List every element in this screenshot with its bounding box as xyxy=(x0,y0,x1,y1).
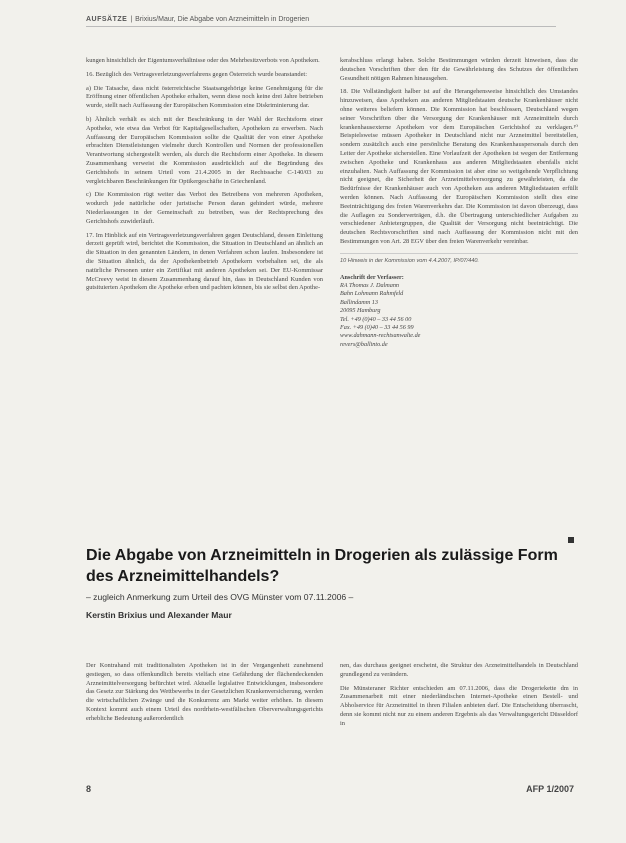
address-line: Fax. +49 (0)40 – 33 44 56 99 xyxy=(340,323,414,331)
article-left-column xyxy=(86,662,323,729)
paragraph: kungen hinsichtlich der Eigentumsverhältnisse oder des Mehrbesitzverbots von Apotheken. xyxy=(86,57,320,64)
article-title: Die Abgabe von Arzneimitteln in Drogerien als zulässige Form des Arzneimittelhandels? xyxy=(86,547,558,585)
address-line: www.dahmann-rechtsanwalte.de xyxy=(340,332,421,340)
running-header xyxy=(86,16,556,27)
header-separator: | xyxy=(130,16,133,23)
upper-right-column xyxy=(340,57,578,349)
journal-issue: AFP 1/2007 xyxy=(526,784,574,794)
address-line: Ballindamm 13 xyxy=(340,298,378,306)
address-line: RA Thomas J. Dalmann xyxy=(340,281,400,289)
paragraph: kerabschluss erlangt haben. Solche Bestimmungen würden derzeit hinweisen, dass die deutschen Vorschriften über den für die Gewährleistung des Schutzes der öffentlichen Gesundheit nötigen Rahmen hinausgehen. xyxy=(340,57,578,82)
address-title: Anschrift der Verfasser: xyxy=(340,273,404,281)
paragraph: b) Ähnlich verhält es sich mit der Beschränkung in der Wahl der Rechtsform einer Apotheke, wie etwa das Verbot für Kapitalgesellschaften, Apotheken zu erwerben. Nach Auffassung der Europäischen Kommission sollte die Qualität der von einer Apotheke erbrachten Dienstleistungen vielmehr durch Kontrollen und Normen der professionellen Verantwortung sichergestellt werden, als durch die Rechtsform einer Apotheke. In diesem Zusammenhang verweist die Kommission ausdrücklich auf die Begründung des Gerichtshofs in seinem Urteil vom 21.4.2005 in der Rechtssache C-140/03 zu vergleichbaren Beschränkungen für Optikergeschäfte in Griechenland. xyxy=(86,115,323,185)
article-subtitle: – zugleich Anmerkung zum Urteil des OVG Münster vom 07.11.2006 – xyxy=(86,592,354,602)
author-address xyxy=(340,274,578,350)
section-label: AUFSÄTZE xyxy=(86,16,128,23)
paragraph: Der Kontrahand mit traditionalisten Apotheken ist in der Vergangenheit zunehmend gestiegen, so dass offenkundlich bereits vielfach eine Gefährdung der flächendeckenden Arzneimittelversorgung befürchtet wird. Aktuelle legislative Entwicklungen, insbesondere das Gesetz zur Stärkung des Wettbewerbs in der Gesetzlichen Krankenversicherung, werden die wirtschaftlichen Zwänge und die Konkurrenz am Markt weiter erhöhen. In diesem Kontext kommt auch einem Urteil des nordrhein-westfälischen Oberverwaltungsgerichts erhebliche Bedeutung außerordentlich xyxy=(86,662,323,722)
article-authors: Kerstin Brixius und Alexander Maur xyxy=(86,610,232,620)
address-line: Tel. +49 (0)40 – 33 44 56 00 xyxy=(340,315,412,323)
footnote: 10 Hinweis in der Kommission vom 4.4.2007, IP/07/440. xyxy=(340,253,578,266)
paragraph: c) Die Kommission rügt weiter das Verbot des Betreibens von mehreren Apotheken, wodurch jede natürliche oder juristische Person daran gehindert würde, mehrere Niederlassungen in der Gemeinschaft zu betreiben, was der Rechtsprechung des Gerichtshofs zuwiderläuft. xyxy=(86,191,323,225)
address-line: revers@ballinto.de xyxy=(340,340,388,348)
paragraph: 16. Bezüglich des Vertragsverletzungsverfahrens gegen Österreich wurde beanstandet: xyxy=(86,70,307,78)
paragraph: nen, das durchaus geeignet erscheint, die Struktur des Arzneimittelhandels in Deutschland grundlegend zu verändern. xyxy=(340,662,578,678)
upper-left-column xyxy=(86,57,323,298)
paragraph: a) Die Tatsache, dass nicht österreichische Staatsangehörige keine Genehmigung für die Eröffnung einer öffentlichen Apotheke erhalten, wenn diese noch keine drei Jahre betrieben wurde, stellt nach Auffassung der Europäischen Kommission eine Diskriminierung dar. xyxy=(86,84,323,110)
paragraph: 18. Die Vollständigkeit halber ist auf die Herangehensweise hinsichtlich des Umstandes hinzuweisen, dass Apotheken aus anderen Mitgliedstaaten deutsche Krankenhäuser nicht ohne weiteres beliefern können. Die Kommission hat beschlossen, Deutschland wegen seiner Vorschriften über die Versorgung der Krankenhäuser mit Arzneimitteln durch krankenhausexterne Apotheken vor dem Europäischen Gerichtshof zu verklagen.¹⁰ Beispielsweise müssen Apotheker in Deutschland nicht nur Arzneimittel bereitstellen, sondern zusätzlich auch eine persönliche Beratung des Krankenhauspersonals durch den Leiter der Apotheke sicherstellen. Eine Vorlaufzeit der Apotheken ist wegen der Entfernung zwischen Apotheke und Krankenhaus aus anderen Mitgliedstaaten ebenfalls nicht einzuhalten. Nach Auffassung der Kommission ist aber eine so weitgehende Verpflichtung nicht geeignet, die Sicherheit der Arzneimittelversorgung zu gewährleisten, da die Bedürfnisse der Krankenhäuser auch von Apotheken aus anderen Mitgliedstaaten erfüllt werden können. Nach Auffassung der Europäischen Kommission stellt dies eine Beeinträchtigung des freien Warenverkehrs dar. Die Kommission ist davon überzeugt, dass die Auflagen zu Sonderverträgen, d.h. die Übertragung unterschiedlicher Aufgaben zu verschiedener Anbietergruppen, die Qualität der Versorgung nicht beeinträchtigt. Die deutschen Rechtsvorschriften sind nach Auffassung der Kommission nicht mit den Bestimmungen von Art. 28 EGV über den freien Warenverkehr vereinbar. xyxy=(340,88,578,245)
page-number: 8 xyxy=(86,784,92,794)
address-line: Bahn Lohmann Rahmfeld xyxy=(340,290,404,298)
running-title: Brixius/Maur, Die Abgabe von Arzneimitteln in Drogerien xyxy=(135,16,310,23)
address-line: 20095 Hamburg xyxy=(340,307,381,315)
paragraph: Die Münsteraner Richter entschieden am 07.11.2006, dass die Drogeriekette dm in Zusammenarbeit mit einer niederländischen Internet-Apotheke einen Bestell- und Abholservice für Arzneimittel in ihren Filialen anbieten darf. Die Entscheidung überrascht, denn sie kommt nicht nur zu einem anderen Ergebnis als das Verwaltungsgericht Düsseldorf in xyxy=(340,684,578,727)
end-of-article-mark xyxy=(568,537,574,543)
paragraph: 17. Im Hinblick auf ein Vertragsverletzungsverfahren gegen Deutschland, dessen Einleitung derzeit geprüft wird, berichtet die Kommission, die Situation in Deutschland an ähnlich an die Situation in den genannten Ländern, in denen Verfahren schon laufen. Insbesondere ist die Situation ähnlich, da der Apothekenbetrieb Apothekern vorbehalten sei, die als natürliche Personen unter ein Zertifikat mit anderen Apotheken sei. Der EU-Kommissar McCreevy weist in diesem Zusammenhang darauf hin, dass in Deutschland Kunden von gutsituierten Apotheken die Apotheke erben und pachten können, bis sie selbst den Apothe- xyxy=(86,231,323,292)
article-right-column xyxy=(340,662,578,734)
